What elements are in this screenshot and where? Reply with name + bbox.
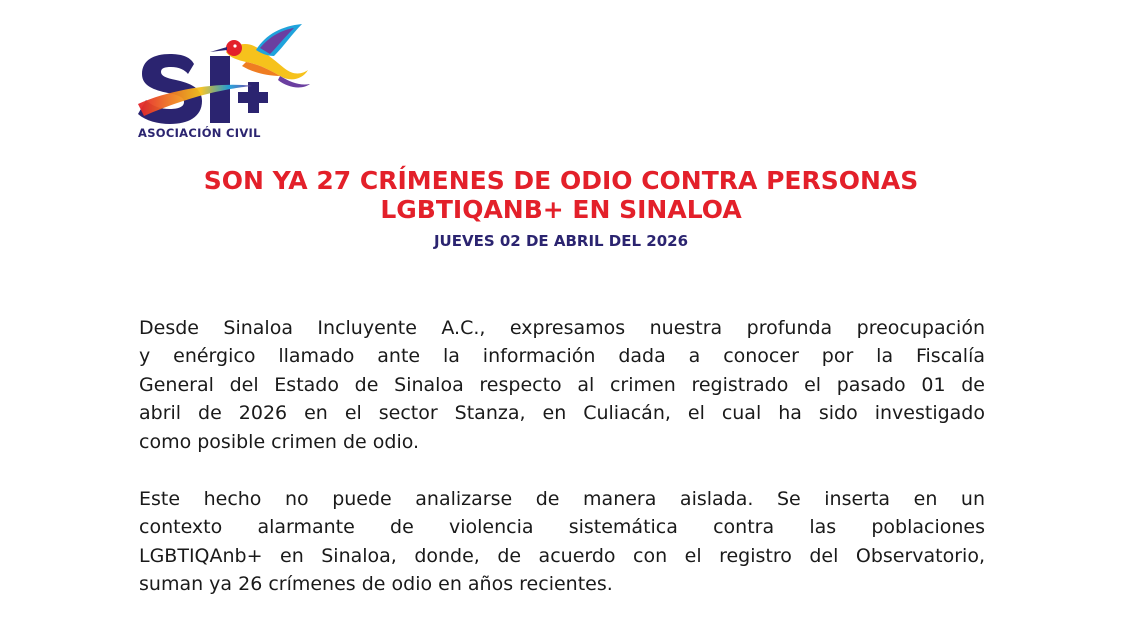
paragraph-1 bbox=[139, 314, 985, 456]
paragraph-line: LGBTIQAnb+ en Sinaloa, donde, de acuerdo con el registro del Observatorio, bbox=[139, 544, 985, 567]
paragraph-line: abril de 2026 en el sector Stanza, en Culiacán, el cual ha sido investigado bbox=[139, 402, 985, 425]
si-plus-hummingbird-logo-icon bbox=[134, 22, 314, 126]
paragraph-line: contexto alarmante de violencia sistemática contra las poblaciones bbox=[139, 516, 985, 539]
paragraph-line: suman ya 26 crímenes de odio en años recientes. bbox=[139, 573, 613, 596]
headline bbox=[0, 166, 1122, 224]
paragraph-line: y enérgico llamado ante la información dada a conocer por la Fiscalía bbox=[139, 345, 985, 368]
paragraph-line: Este hecho no puede analizarse de manera aislada. Se inserta en un bbox=[139, 488, 985, 510]
headline-line-1: SON YA 27 CRÍMENES DE ODIO CONTRA PERSONAS bbox=[203, 166, 919, 195]
headline-line-2: LGBTIQANB+ EN SINALOA bbox=[380, 195, 742, 224]
logo-subtitle: ASOCIACIÓN CIVIL bbox=[138, 126, 261, 140]
paragraph-2 bbox=[139, 485, 985, 599]
organization-logo bbox=[134, 22, 314, 146]
paragraph-line: General del Estado de Sinaloa respecto al crimen registrado el pasado 01 de bbox=[139, 373, 985, 396]
paragraph-line: como posible crimen de odio. bbox=[139, 430, 420, 453]
paragraph-line: Desde Sinaloa Incluyente A.C., expresamos nuestra profunda preocupación bbox=[139, 317, 985, 339]
publication-date: JUEVES 02 DE ABRIL DEL 2026 bbox=[433, 232, 689, 250]
